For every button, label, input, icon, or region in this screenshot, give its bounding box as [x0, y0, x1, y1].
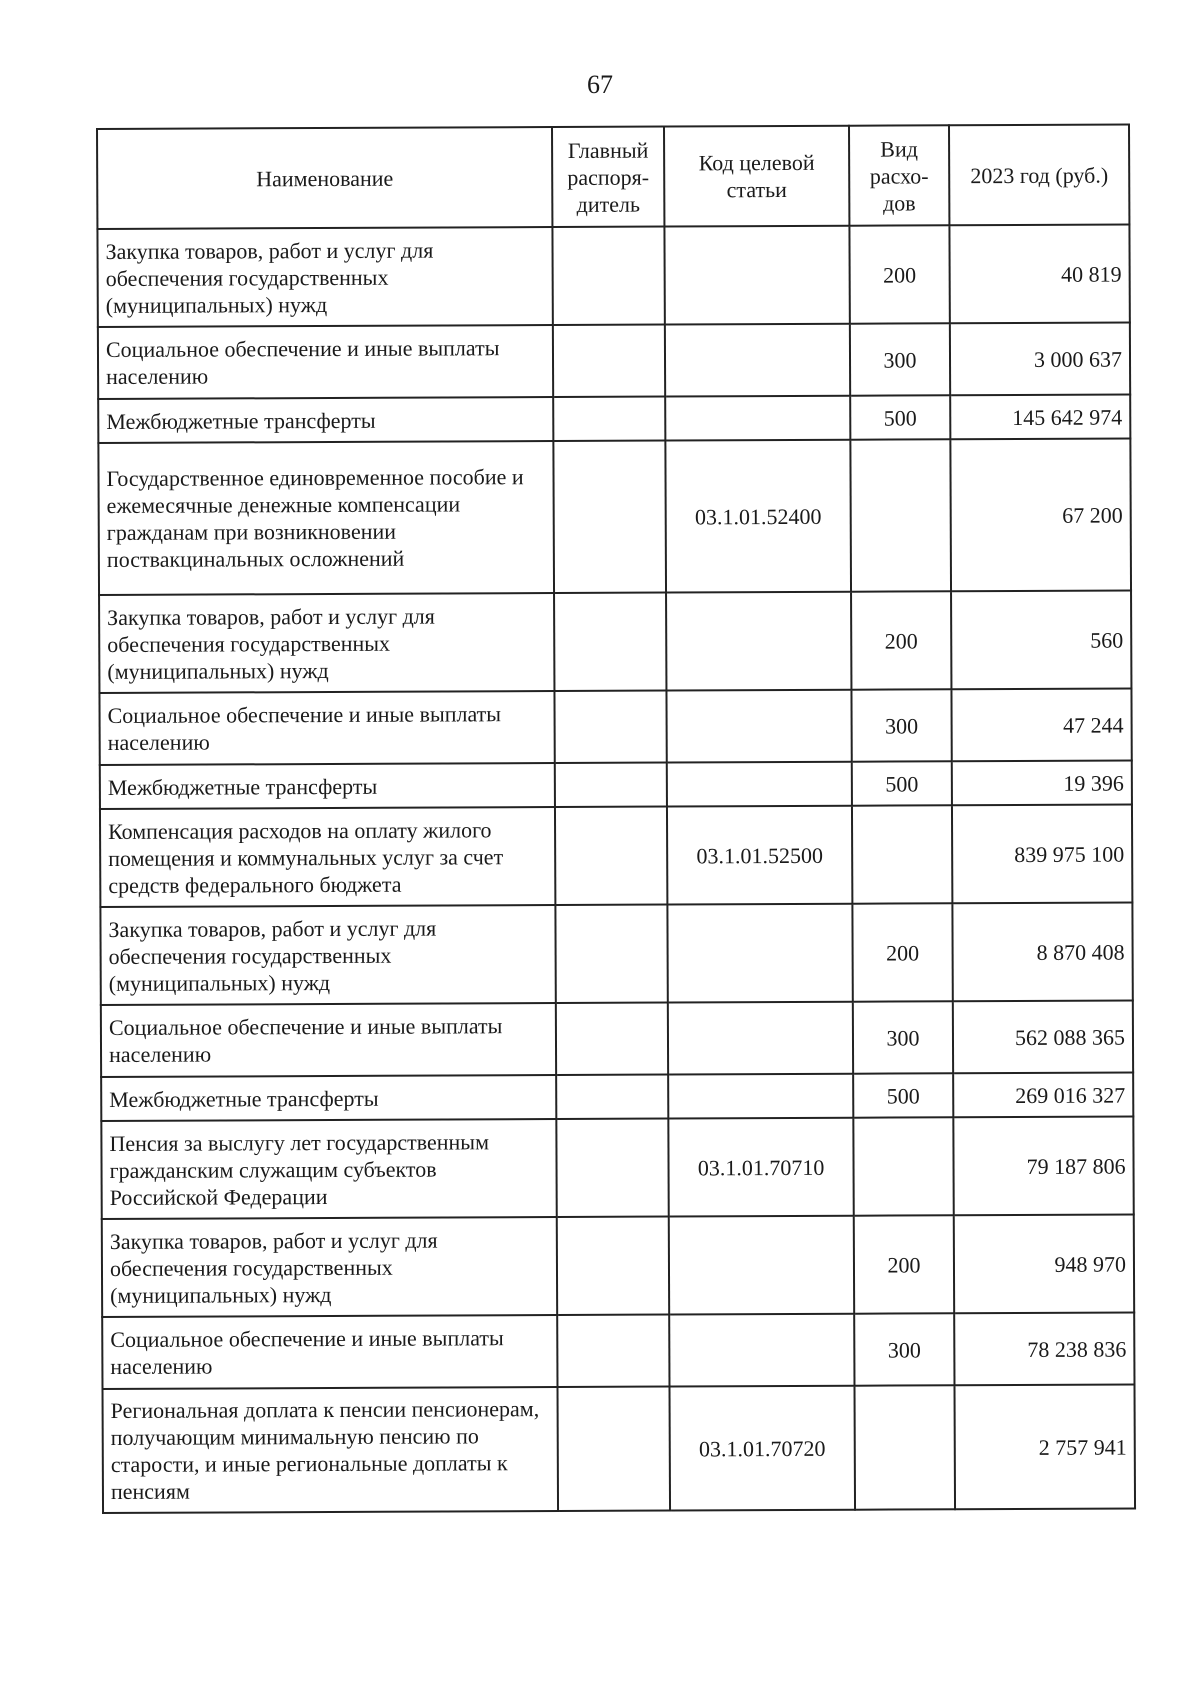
cell-amount: 269 016 327 [953, 1072, 1133, 1117]
cell-main-manager [555, 807, 667, 905]
table-row [100, 804, 1132, 907]
cell-expense-type [853, 1117, 953, 1215]
table-row [101, 1116, 1133, 1219]
cell-name: Межбюджетные трансферты [98, 397, 553, 443]
cell-name: Закупка товаров, работ и услуг для обеспечения государственных (муниципальных) нужд [99, 593, 554, 693]
cell-name: Государственное единовременное пособие и ежемесячные денежные компенсации гражданам при возникновении поствакцинальных осложнений [98, 441, 554, 595]
cell-expense-type: 200 [851, 591, 951, 689]
cell-amount: 145 642 974 [950, 394, 1130, 439]
cell-expense-type: 300 [854, 1313, 954, 1385]
cell-main-manager [556, 1119, 668, 1217]
cell-name: Социальное обеспечение и иные выплаты населению [98, 325, 553, 399]
cell-expense-type: 500 [850, 395, 950, 439]
cell-main-manager [554, 691, 666, 763]
table-row [99, 590, 1131, 693]
cell-amount: 79 187 806 [953, 1116, 1133, 1215]
cell-target-code [664, 226, 849, 325]
cell-expense-type: 300 [851, 689, 951, 761]
cell-target-code [666, 592, 851, 691]
cell-amount: 40 819 [949, 224, 1129, 323]
cell-main-manager [557, 1387, 670, 1511]
cell-amount: 67 200 [950, 438, 1131, 591]
cell-target-code: 03.1.01.52400 [665, 440, 851, 593]
table-row [100, 760, 1132, 809]
table-row [99, 688, 1131, 765]
cell-main-manager [555, 905, 667, 1003]
table-row [102, 1214, 1134, 1317]
cell-target-code: 03.1.01.70710 [668, 1118, 853, 1217]
table-row [98, 438, 1131, 595]
cell-name: Пенсия за выслугу лет государственным гражданским служащим субъектов Российской Федерации [101, 1119, 556, 1219]
cell-main-manager [553, 397, 665, 441]
header-year-amount: 2023 год (руб.) [949, 124, 1129, 225]
header-target-code: Код целевой статьи [664, 126, 849, 227]
cell-amount: 78 238 836 [954, 1312, 1134, 1385]
cell-main-manager [556, 1075, 668, 1119]
cell-name: Социальное обеспечение и иные выплаты населению [102, 1315, 557, 1389]
cell-target-code [665, 324, 850, 397]
table-header-row [97, 124, 1129, 229]
table-row [98, 322, 1130, 399]
page-number: 67 [587, 70, 613, 99]
cell-expense-type: 500 [853, 1073, 953, 1117]
cell-main-manager [557, 1315, 669, 1387]
header-main-manager: Главный распоря-дитель [552, 127, 664, 227]
cell-expense-type: 300 [853, 1001, 953, 1073]
table-row [103, 1384, 1136, 1513]
cell-main-manager [553, 325, 665, 397]
cell-target-code [665, 396, 850, 441]
cell-expense-type [854, 1385, 955, 1509]
cell-name: Закупка товаров, работ и услуг для обеспечения государственных (муниципальных) нужд [97, 227, 552, 327]
cell-name: Закупка товаров, работ и услуг для обеспечения государственных (муниципальных) нужд [100, 905, 555, 1005]
budget-table [96, 123, 1136, 1513]
cell-name: Социальное обеспечение и иные выплаты населению [99, 691, 554, 765]
cell-main-manager [556, 1003, 668, 1075]
cell-target-code [668, 1002, 853, 1075]
cell-expense-type: 200 [849, 225, 949, 323]
cell-name: Социальное обеспечение и иные выплаты населению [101, 1003, 556, 1077]
cell-amount: 19 396 [952, 760, 1132, 805]
cell-target-code: 03.1.01.70720 [669, 1386, 855, 1511]
cell-amount: 3 000 637 [950, 322, 1130, 395]
cell-amount: 560 [951, 590, 1131, 689]
cell-expense-type: 300 [850, 323, 950, 395]
cell-name: Межбюджетные трансферты [101, 1075, 556, 1121]
cell-expense-type [852, 805, 952, 903]
cell-target-code [666, 690, 851, 763]
cell-target-code [669, 1314, 854, 1387]
cell-target-code [668, 1074, 853, 1119]
cell-main-manager [552, 227, 664, 325]
table-row [98, 394, 1130, 443]
cell-main-manager [557, 1217, 669, 1315]
cell-name: Региональная доплата к пенсии пенсионерам, получающим минимальную пенсию по старости, и иные региональные доплаты к пенсиям [103, 1387, 559, 1513]
cell-expense-type: 200 [854, 1215, 954, 1313]
cell-amount: 562 088 365 [953, 1000, 1133, 1073]
cell-target-code: 03.1.01.52500 [667, 806, 852, 905]
cell-expense-type: 200 [852, 903, 952, 1001]
cell-amount: 839 975 100 [952, 804, 1132, 903]
cell-main-manager [554, 593, 666, 691]
table-row [100, 902, 1132, 1005]
cell-amount: 2 757 941 [954, 1384, 1135, 1509]
cell-target-code [667, 762, 852, 807]
cell-amount: 948 970 [954, 1214, 1134, 1313]
table-row [102, 1312, 1134, 1389]
cell-target-code [667, 904, 852, 1003]
header-expense-type: Вид расхо-дов [849, 125, 949, 225]
table-row [101, 1000, 1133, 1077]
cell-amount: 47 244 [951, 688, 1131, 761]
cell-main-manager [553, 441, 666, 593]
cell-main-manager [555, 763, 667, 807]
cell-name: Закупка товаров, работ и услуг для обеспечения государственных (муниципальных) нужд [102, 1217, 557, 1317]
cell-name: Межбюджетные трансферты [100, 763, 555, 809]
table-row [97, 224, 1129, 327]
cell-target-code [669, 1216, 854, 1315]
header-name: Наименование [97, 127, 552, 229]
cell-name: Компенсация расходов на оплату жилого помещения и коммунальных услуг за счет средств федерального бюджета [100, 807, 555, 907]
cell-expense-type [850, 439, 951, 591]
cell-expense-type: 500 [852, 761, 952, 805]
table-row [101, 1072, 1133, 1121]
cell-amount: 8 870 408 [952, 902, 1132, 1001]
